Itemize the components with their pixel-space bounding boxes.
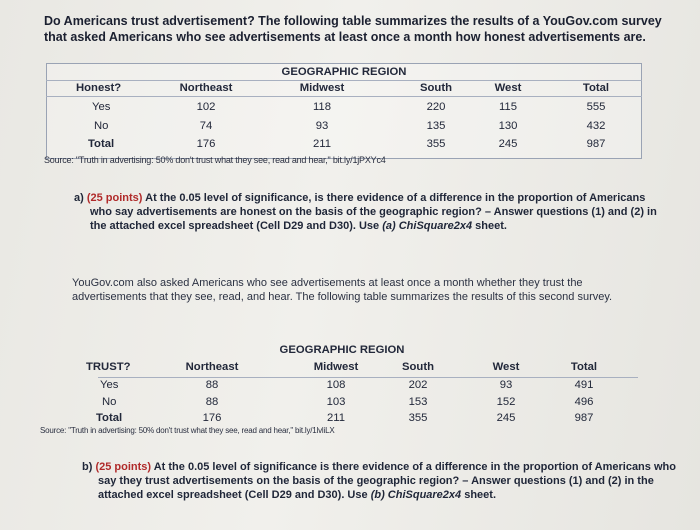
table-cell: 108 — [326, 379, 346, 391]
table-cell: 496 — [574, 396, 594, 408]
question-b-sheet: (b) ChiSquare2x4 — [370, 489, 462, 501]
table-cell: 102 — [196, 101, 216, 113]
table-cell: 202 — [408, 379, 428, 391]
table-cell: 176 — [202, 412, 222, 424]
table-cell: 152 — [496, 396, 516, 408]
col-header-midwest: Midwest — [299, 82, 345, 94]
row-label: No — [94, 120, 109, 132]
table-group-row — [40, 344, 644, 359]
table-cell: 987 — [586, 138, 606, 150]
table-cell: 130 — [498, 120, 518, 132]
table-cell: 211 — [326, 412, 346, 424]
table-cell: 115 — [498, 101, 518, 113]
row-label: Yes — [100, 379, 119, 391]
table-cell: 491 — [574, 379, 594, 391]
table-header-row — [40, 361, 644, 376]
col-header-total: Total — [582, 82, 610, 94]
question-b-label: b) — [82, 461, 93, 473]
question-b-points: (25 points) — [95, 461, 152, 473]
row-label: Total — [88, 138, 115, 150]
table-row — [40, 379, 644, 394]
row-label: Yes — [92, 101, 111, 113]
table-cell: 555 — [586, 101, 606, 113]
question-b-tail: sheet. — [464, 489, 497, 501]
table-cell: 355 — [426, 138, 446, 150]
table-row — [46, 120, 642, 135]
table-cell: 74 — [199, 120, 213, 132]
table-cell: 211 — [312, 138, 332, 150]
table-cell: 355 — [408, 412, 428, 424]
table2-source: Source: "Truth in advertising: 50% don't trust what they see, read and hear," bit.ly/1lvliLX — [40, 426, 335, 435]
group-header: GEOGRAPHIC REGION — [281, 66, 407, 78]
row-label: Total — [96, 412, 123, 424]
table-row — [40, 412, 644, 427]
question-a-sheet: (a) ChiSquare2x4 — [382, 220, 473, 232]
table-header-row — [46, 82, 642, 97]
table-cell: 118 — [312, 101, 332, 113]
col-header-northeast: Northeast — [185, 361, 239, 373]
table-cell: 93 — [315, 120, 329, 132]
question-a-label: a) — [74, 192, 84, 204]
row-label: No — [102, 396, 117, 408]
table-cell: 432 — [586, 120, 606, 132]
trust-table — [40, 344, 644, 438]
question-a-tail: sheet. — [475, 220, 507, 232]
question-a — [74, 191, 670, 233]
col-header-south: South — [420, 82, 452, 94]
table-cell: 88 — [205, 396, 219, 408]
table-row — [40, 396, 644, 411]
question-b-text: At the 0.05 level of significance is there evidence of a difference in the proportion of Americans who say they trust advertisements on the basis of the geographic region? – Answer questions (1) and (2) in the attached excel spreadsheet (Cell D29 and D30). Use — [98, 461, 676, 501]
col-header-northeast: Northeast — [179, 82, 233, 94]
group-header: GEOGRAPHIC REGION — [279, 344, 405, 356]
table-row — [46, 101, 642, 116]
table-cell: 153 — [408, 396, 428, 408]
table-cell: 93 — [499, 379, 513, 391]
question-a-points: (25 points) — [86, 192, 143, 204]
col-header-west: West — [492, 361, 520, 373]
col-header-total: Total — [570, 361, 598, 373]
table-cell: 176 — [196, 138, 216, 150]
table-cell: 987 — [574, 412, 594, 424]
second-survey-paragraph: YouGov.com also asked Americans who see advertisements at least once a month whether they trust the advertisements that they see, read, and hear. The following table summarizes the results of this second survey. — [72, 277, 613, 303]
table-cell: 245 — [498, 138, 518, 150]
table-row — [46, 138, 642, 153]
table-cell: 245 — [496, 412, 516, 424]
table1-source: Source: "Truth in advertising: 50% don't trust what they see, read and hear," bit.ly/1jPXYc4 — [44, 155, 386, 165]
table-cell: 220 — [426, 101, 446, 113]
table-cell: 88 — [205, 379, 219, 391]
question-b — [82, 460, 688, 502]
table-cell: 135 — [426, 120, 446, 132]
honesty-table — [46, 63, 642, 165]
question-a-text: At the 0.05 level of significance, is there evidence of a difference in the proportion of Americans who say advertisements are honest on the basis of the geographic region? – Answer questions (1) and (2) in the attached excel spreadsheet (Cell D29 and D30). Use — [90, 192, 657, 232]
col-header-south: South — [402, 361, 434, 373]
table-group-row — [46, 66, 642, 81]
row-header: TRUST? — [86, 361, 131, 373]
intro-text: Do Americans trust advertisement? The following table summarizes the results of a YouGov.com survey that asked Americans who see advertisements at least once a month how honest advertisements are. — [44, 14, 662, 44]
col-header-midwest: Midwest — [313, 361, 359, 373]
table-cell: 103 — [326, 396, 346, 408]
col-header-west: West — [494, 82, 522, 94]
row-header: Honest? — [76, 82, 122, 94]
table-divider — [98, 377, 638, 378]
